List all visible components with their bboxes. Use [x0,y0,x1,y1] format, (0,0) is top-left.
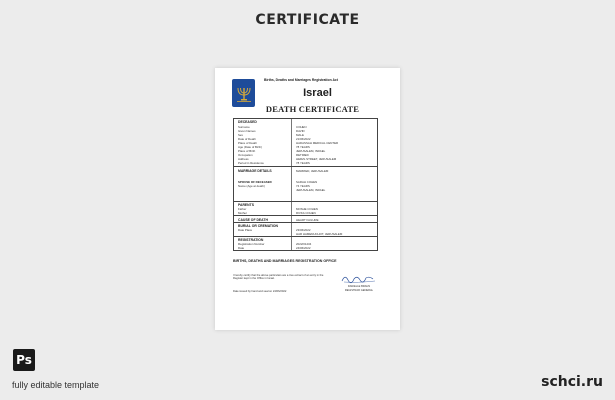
act-title: Births, Deaths and Marriages Registration Act [264,78,338,82]
row-value: COHEN [296,125,307,129]
office-title: BIRTHS, DEATHS AND MARRIAGES REGISTRATION OFFICE [233,259,337,263]
row-label: Sex [238,133,243,137]
template-note: fully editable template [12,380,100,390]
section-title: MARRIAGE DETAILS [238,169,272,173]
burial-extra-row [238,232,374,236]
row-value: 78 YEARS [296,145,310,149]
row-mother [238,211,374,215]
row-value: JERUSALEM, ISRAEL [296,188,326,192]
row-label: Age (Date of Birth) [238,145,262,149]
row-label: Date [238,246,245,250]
row-label: Place of Birth [238,149,256,153]
row-registration-date [238,246,374,250]
section-title: REGISTRATION [238,238,264,242]
row-value: 21/06/2022 [296,137,311,141]
row-value: MOSHE COHEN [296,207,318,211]
row-residence [238,161,374,165]
section-title: CAUSE OF DEATH [238,217,268,222]
row-value: 78 YEARS [296,161,310,165]
row-label: Period in Residence [238,161,264,165]
row-value: 74 YEARS [296,184,310,188]
row-value: JERUSALEM, ISRAEL [296,149,326,153]
section-burial [234,223,377,237]
marriage-value-row [238,169,374,173]
row-value: 2022/01234 [296,242,312,246]
section-title: PARENTS [238,203,254,207]
signature-icon [339,272,379,285]
section-registration [234,237,377,250]
row-label: Name (Age at death) [238,184,265,188]
section-cause-of-death [234,216,377,223]
row-label: Given Names [238,129,256,133]
section-title: BURIAL OR CREMATION [238,224,278,228]
row-value: HERZL STREET, JERUSALEM [296,157,337,161]
row-label: Date of Death [238,137,256,141]
row-value: MARRIED, JERUSALEM [296,169,329,173]
row-value: 24/06/2022 [296,246,311,250]
row-value: MALE [296,133,304,137]
certify-text: I hereby certify that the above particulars are a true extract of an entry in the Register kept in the Office in Israel. [233,274,324,281]
section-parents [234,202,377,216]
section-title: DECEASED [238,120,257,124]
signatory-name: DANIELLE BRAUN [347,285,371,288]
certificate-paper [215,68,400,330]
row-label: Father [238,207,247,211]
certificate-form [233,118,378,251]
marriage-extra-row [238,188,374,192]
row-value: HEART FAILURE [296,217,319,222]
row-value: 23/06/2022 [296,228,311,232]
photoshop-icon: Ps [13,349,35,371]
country-name: Israel [303,87,332,99]
row-label: Occupation [238,153,253,157]
signatory-role: REGISTRAR GENERAL [344,288,374,292]
cause-value-row [238,218,374,222]
row-value: SARAH COHEN [296,180,318,184]
document-title: DEATH CERTIFICATE [265,104,360,114]
issue-footer: Date issued by hand and seal on 24/06/2022 [233,290,287,293]
row-value: HADASSAH MEDICAL CENTER [296,141,339,145]
row-value: HAR HAMENUCHOT, JERUSALEM [296,232,343,236]
row-value: RIVKA COHEN [296,211,316,215]
row-value: DAVID [296,129,305,133]
signature-block [339,272,379,294]
page-heading: CERTIFICATE [255,12,360,28]
row-label: Place of Death [238,141,257,145]
row-label: Address [238,157,249,161]
section-deceased [234,119,377,167]
row-label: SPOUSE OF DECEASED [238,180,272,184]
row-value: RETIRED [296,153,309,157]
row-label: Surname [238,125,250,129]
section-marriage [234,167,377,202]
row-label: Mother [238,211,247,215]
row-label: Registration Number [238,242,265,246]
row-label: Date Place [238,228,253,232]
site-name: schci.ru [541,374,603,390]
